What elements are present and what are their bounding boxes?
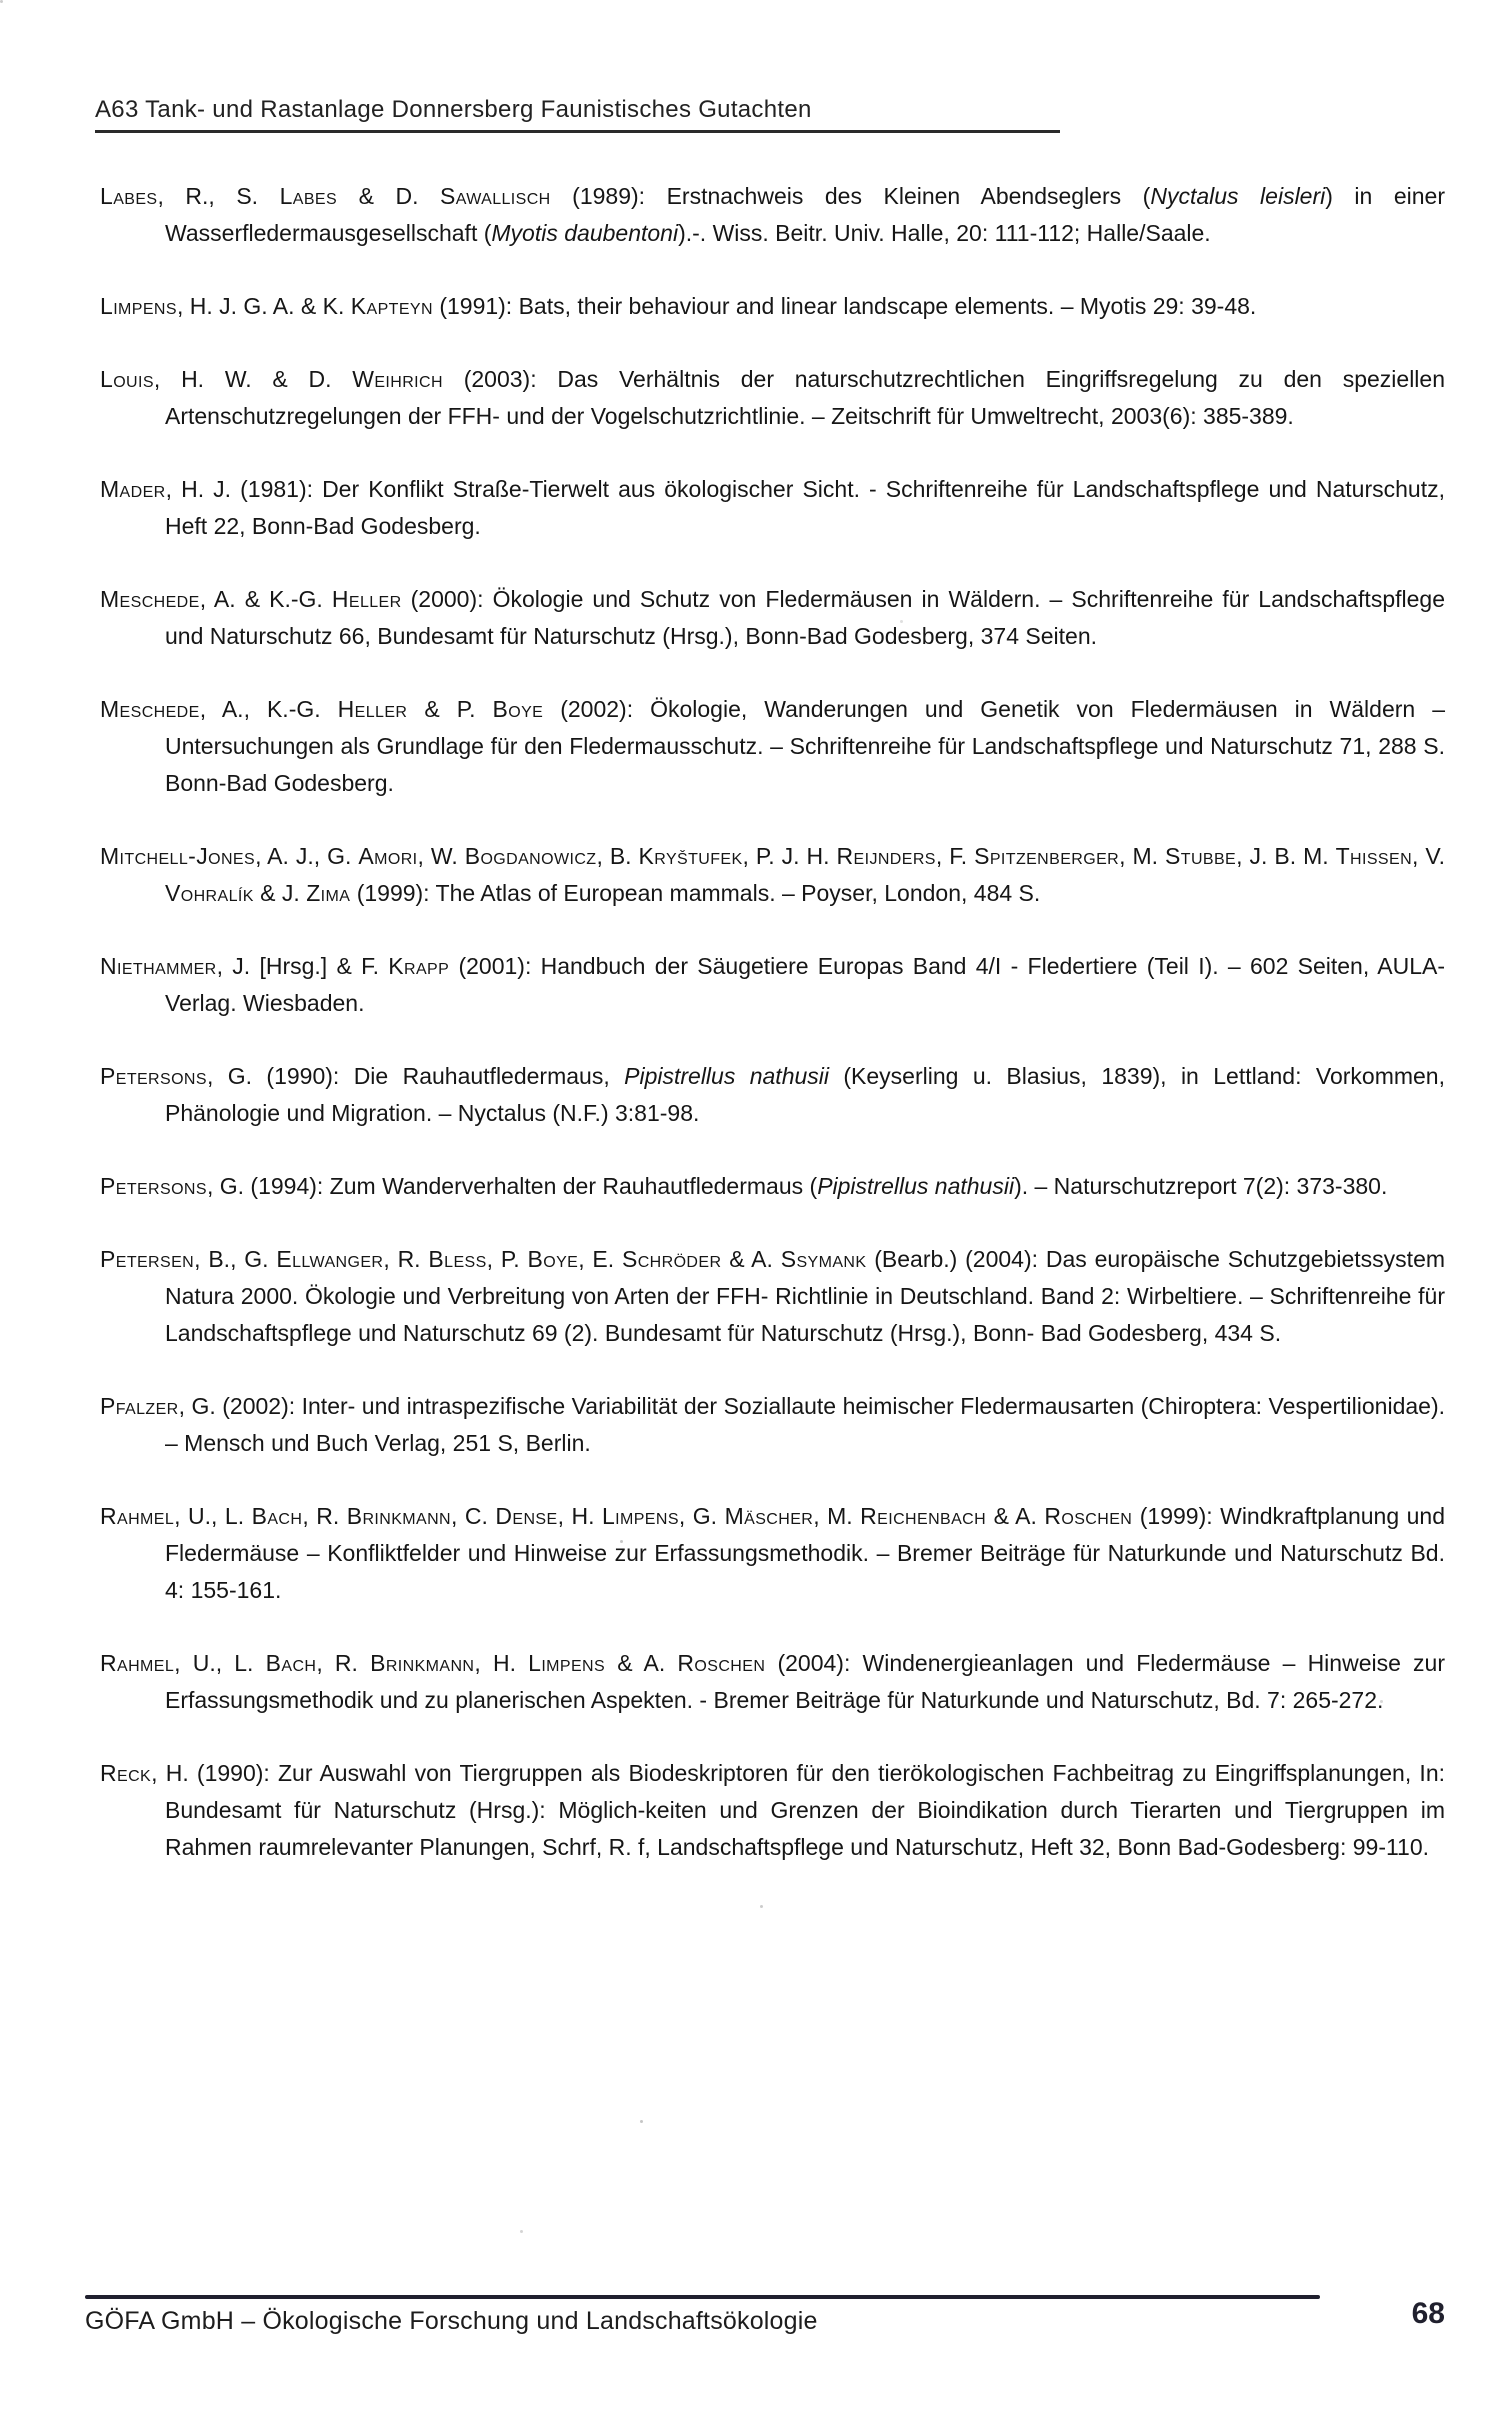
author-name: Mitchell-Jones [100,843,256,869]
reference-text: , H. (1990): Zur Auswahl von Tiergruppen als Biodeskriptoren für den tierökologischen Fachbeitrag zu Eingriffsplanungen, In: Bundesamt für Naturschutz (Hrsg.): Möglich-keiten und Grenzen der Bioindikation durch Tierarten und Tiergruppen im Rahmen raumrelevanter Planungen, Schrf, R. f, Landschaftspflege und Naturschutz, Heft 32, Bonn Bad-Godesberg: 99-110. [151,1760,1445,1860]
author-name: Ssymank [780,1246,867,1272]
author-name: Brinkmann [370,1650,475,1676]
reference-text: (1999): Windkraftplanung und Fledermäuse – Konfliktfelder und Hinweise zur Erfassungsmethodik. – Bremer Beiträge für Naturkunde und Naturschutz Bd. 4: 155-161. [165,1503,1445,1603]
author-name: Kryštufek [638,843,743,869]
reference-text: , H. J. G. A. & K. [176,293,351,319]
reference-text: & J. [253,880,307,906]
reference-text: , A., K.-G. [199,696,338,722]
reference-text: , A. & K.-G. [199,586,332,612]
author-name: Limpens [528,1650,606,1676]
author-name: Reck [100,1760,152,1786]
reference-text: (2004): Windenergieanlagen und Fledermäuse – Hinweise zur Erfassungsmethodik und zu planerischen Aspekten. - Bremer Beiträge für Naturkunde und Naturschutz, Bd. 7: 265-272. [165,1650,1446,1713]
author-name: Meschede [100,696,200,722]
author-name: Meschede [100,586,200,612]
author-name: Niethammer [100,953,217,979]
author-name: Vohralík [165,880,254,906]
reference-text: , W. [417,843,465,869]
page-header [95,96,1060,133]
author-name: Weihrich [352,366,443,392]
author-name: Petersons [100,1173,207,1199]
reference-text: , H. [474,1650,529,1676]
reference-text: , M. [813,1503,861,1529]
author-name: Bach [265,1650,317,1676]
reference-text: (1991): Bats, their behaviour and linear landscape elements. – Myotis 29: 39-48. [432,293,1257,319]
footer-company: GÖFA GmbH – Ökologische Forschung und Landschaftsökologie [85,2307,818,2335]
author-name: Reichenbach [860,1503,987,1529]
reference-text: , G. (2002): Inter- und intraspezifische Variabilität der Soziallaute heimischer Fledermausarten (Chiroptera: Vespertilionidae). – Mensch und Buch Verlag, 251 S, Berlin. [165,1393,1445,1456]
author-name: Labes [100,183,158,209]
reference-entry [100,1755,1445,1866]
author-name: Reijnders [836,843,936,869]
footer-divider [85,2295,1320,2299]
reference-text: (2001): Handbuch der Säugetiere Europas Band 4/I - Fledertiere (Teil I). – 602 Seiten, AULA-Verlag. Wiesbaden. [165,953,1445,1016]
reference-text: (2000): Ökologie und Schutz von Fledermäusen in Wäldern. – Schriftenreihe für Landschaftspflege und Naturschutz 66, Bundesamt für Naturschutz (Hrsg.), Bonn-Bad Godesberg, 374 Seiten. [165,586,1445,649]
reference-text: , C. [451,1503,496,1529]
author-name: Roschen [677,1650,766,1676]
author-name: Stubbe [1165,843,1237,869]
author-name: Ellwanger [276,1246,384,1272]
reference-text: , F. [935,843,975,869]
reference-text: , U., L. [174,1503,252,1529]
reference-entry [100,1645,1445,1719]
reference-entry [100,1168,1445,1205]
references-list [100,178,1445,1902]
page-number: 68 [1411,2297,1445,2330]
reference-text: , P. J. H. [742,843,837,869]
author-name: Roschen [1044,1503,1133,1529]
reference-text: , E. [578,1246,622,1272]
reference-text: & A. [605,1650,678,1676]
reference-entry [100,948,1445,1022]
header-title: A63 Tank- und Rastanlage Donnersberg Faunistisches Gutachten [95,96,812,123]
reference-entry [100,1498,1445,1609]
author-name: Zima [306,880,351,906]
species-name: Nyctalus leisleri [1150,183,1326,209]
reference-entry [100,1058,1445,1132]
author-name: Bless [428,1246,487,1272]
author-name: Kapteyn [350,293,433,319]
reference-entry [100,1388,1445,1462]
reference-entry [100,581,1445,655]
reference-entry [100,178,1445,252]
author-name: Thissen [1335,843,1413,869]
author-name: Heller [337,696,408,722]
reference-entry [100,288,1445,325]
reference-text: , R., S. [157,183,280,209]
author-name: Boye [492,696,544,722]
reference-entry [100,1241,1445,1352]
reference-text: , G. (1994): Zum Wanderverhalten der Rauhautfledermaus ( [206,1173,818,1199]
reference-text: ) in einer Wasserfledermausgesellschaft ( [165,183,1445,246]
reference-text: , R. [302,1503,347,1529]
author-name: Bach [251,1503,303,1529]
author-name: Rahmel [100,1650,175,1676]
reference-text: , J. B. M. [1236,843,1336,869]
author-name: Spitzenberger [974,843,1120,869]
reference-text: , P. [486,1246,528,1272]
author-name: Amori [358,843,418,869]
reference-text: , H. W. & D. [153,366,353,392]
reference-text: , G. (1990): Die Rauhautfledermaus, [206,1063,625,1089]
reference-text: (Bearb.) (2004): Das europäische Schutzgebietssystem Natura 2000. Ökologie und Verbreitung von Arten der FFH- Richtlinie in Deutschland. Band 2: Wirbeltiere. – Schriftenreihe für Landschaftspflege und Naturschutz 69 (2). Bundesamt für Naturschutz (Hrsg.), Bonn- Bad Godesberg, 434 S. [165,1246,1446,1346]
reference-text: , B., G. [194,1246,277,1272]
reference-text: & A. [721,1246,781,1272]
reference-text: , A. J., G. [255,843,359,869]
reference-text: , V. [1412,843,1446,869]
author-name: Krapp [388,953,450,979]
author-name: Petersen [100,1246,195,1272]
author-name: Bogdanowicz [464,843,597,869]
reference-entry [100,691,1445,802]
reference-text: , R. [316,1650,371,1676]
reference-text: , H. J. (1981): Der Konflikt Straße-Tierwelt aus ökologischer Sicht. - Schriftenreihe für Landschaftspflege und Naturschutz, Heft 22, Bonn-Bad Godesberg. [165,476,1445,539]
reference-text: (2002): Ökologie, Wanderungen und Genetik von Fledermäusen in Wäldern – Untersuchungen als Grundlage für den Fledermausschutz. – Schriftenreihe für Landschaftspflege und Naturschutz 71, 288 S. Bonn-Bad Godesberg. [165,696,1445,796]
author-name: Boye [527,1246,579,1272]
author-name: Sawallisch [440,183,551,209]
author-name: Labes [279,183,338,209]
author-name: Limpens [601,1503,679,1529]
author-name: Pfalzer [100,1393,179,1419]
reference-text: ).-. Wiss. Beitr. Univ. Halle, 20: 111-112; Halle/Saale. [678,220,1211,246]
reference-text: , R. [383,1246,429,1272]
reference-text: (1999): The Atlas of European mammals. – Poyser, London, 484 S. [350,880,1041,906]
reference-text: , G. [678,1503,725,1529]
species-name: Pipistrellus nathusii [817,1173,1015,1199]
page-footer [85,2295,1445,2336]
reference-text: , M. [1119,843,1166,869]
species-name: Myotis daubentoni [491,220,679,246]
reference-text: , H. [557,1503,602,1529]
species-name: Pipistrellus nathusii [624,1063,829,1089]
author-name: Mader [100,476,166,502]
reference-text: , B. [596,843,639,869]
author-name: Louis [100,366,154,392]
reference-entry [100,361,1445,435]
reference-text: (2003): Das Verhältnis der naturschutzrechtlichen Eingriffsregelung zu den speziellen Artenschutzregelungen der FFH- und der Vogelschutzrichtlinie. – Zeitschrift für Umweltrecht, 2003(6): 385-389. [165,366,1445,429]
reference-entry [100,471,1445,545]
reference-text: , J. [Hrsg.] & F. [216,953,389,979]
reference-text: & P. [407,696,493,722]
reference-entry [100,838,1445,912]
reference-text: (1989): Erstnachweis des Kleinen Abendseglers ( [550,183,1151,209]
author-name: Brinkmann [346,1503,451,1529]
author-name: Heller [331,586,402,612]
reference-text: ). – Naturschutzreport 7(2): 373-380. [1014,1173,1388,1199]
reference-text: & A. [986,1503,1045,1529]
author-name: Rahmel [100,1503,175,1529]
reference-text: , U., L. [174,1650,266,1676]
scan-noise [0,0,3,3]
author-name: Schröder [621,1246,722,1272]
author-name: Mäscher [724,1503,814,1529]
author-name: Dense [495,1503,558,1529]
reference-text: (Keyserling u. Blasius, 1839), in Lettland: Vorkommen, Phänologie und Migration. – Nyctalus (N.F.) 3:81-98. [165,1063,1445,1126]
author-name: Limpens [100,293,177,319]
author-name: Petersons [100,1063,207,1089]
reference-text: & D. [337,183,441,209]
